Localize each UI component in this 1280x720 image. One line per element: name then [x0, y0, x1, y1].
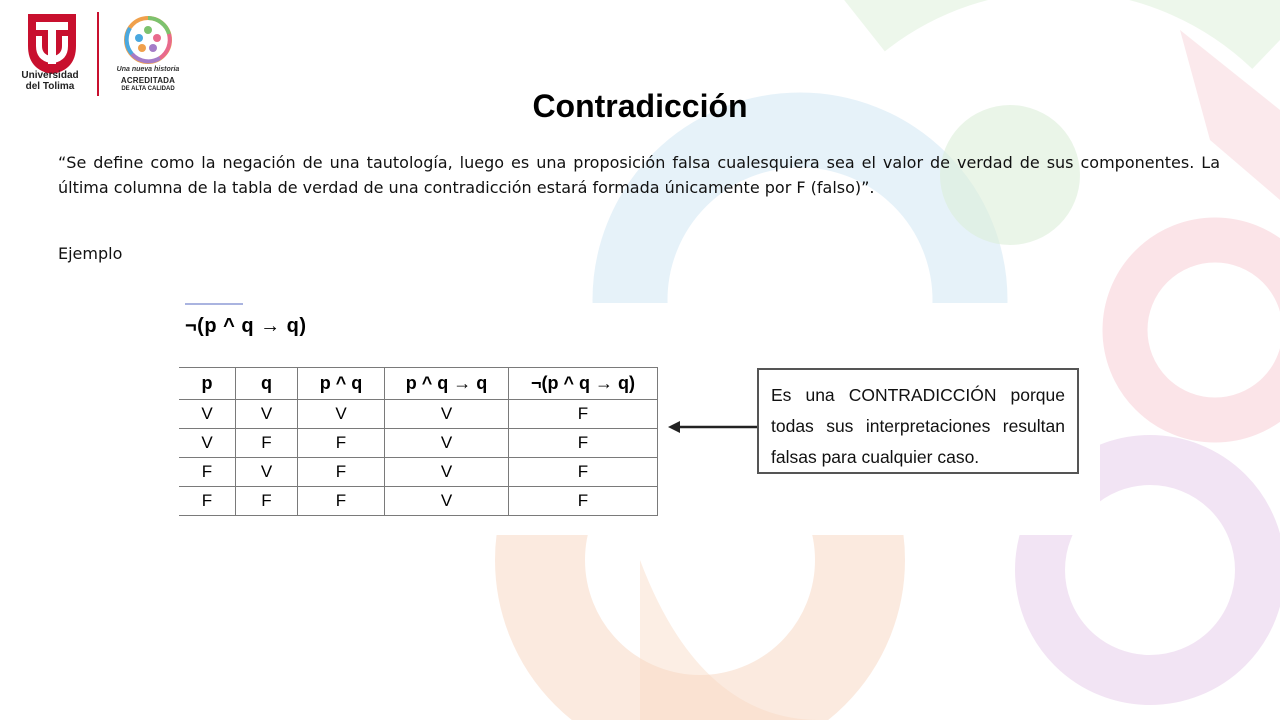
table-cell: F: [298, 487, 385, 516]
table-row: [179, 487, 658, 516]
page-title: Contradicción: [532, 88, 748, 124]
table-cell: V: [385, 400, 509, 429]
accreditation-tagline: Una nueva historia: [116, 66, 180, 73]
table-cell: V: [385, 429, 509, 458]
table-cell: V: [385, 487, 509, 516]
table-header-cell: p ^ q: [298, 368, 385, 400]
callout-box: [757, 368, 1079, 474]
table-header-cell: ¬(p ^ q → q): [509, 368, 658, 400]
logo-divider: [97, 12, 99, 96]
truth-table-header-row: [179, 368, 658, 400]
table-row: [179, 458, 658, 487]
table-header-cell: q: [236, 368, 298, 400]
table-cell: F: [298, 429, 385, 458]
table-cell: V: [236, 400, 298, 429]
table-cell: F: [179, 458, 236, 487]
definition-paragraph: “Se define como la negación de una tautología, luego es una proposición falsa cualesquiera sea el valor de verdad de sus componentes. La última columna de la tabla de verdad de una contradicción estará formada únicamente por F (falso)”.: [58, 153, 1220, 197]
example-label: Ejemplo: [58, 244, 123, 263]
table-cell: V: [179, 400, 236, 429]
left-arrow-icon: [668, 420, 760, 434]
table-cell: F: [236, 487, 298, 516]
accreditation-subtitle: DE ALTA CALIDAD: [121, 86, 175, 92]
table-cell: V: [298, 400, 385, 429]
callout-text: Es una CONTRADICCIÓN porque todas sus interpretaciones resultan falsas para cualquier caso.: [771, 385, 1065, 467]
table-cell: F: [509, 400, 658, 429]
accreditation-circle-logo-icon: [122, 14, 174, 66]
table-cell: F: [509, 429, 658, 458]
table-cell: F: [509, 487, 658, 516]
table-header-cell: p ^ q → q: [385, 368, 509, 400]
bg-pink-ring: [1125, 240, 1280, 420]
truth-table: [179, 367, 658, 516]
formula: ¬(p ^ q → q): [185, 315, 307, 337]
table-cell: V: [179, 429, 236, 458]
table-cell: V: [236, 458, 298, 487]
university-name-line2: del Tolima: [25, 81, 75, 92]
bg-green-arc: [860, 0, 1280, 40]
table-cell: F: [298, 458, 385, 487]
table-row: [179, 429, 658, 458]
table-row: [179, 400, 658, 429]
table-cell: F: [509, 458, 658, 487]
accreditation-title: ACREDITADA: [120, 76, 176, 85]
table-header-cell: p: [179, 368, 236, 400]
university-name-line1: Universidad: [21, 70, 79, 81]
formula-underline: [185, 303, 243, 305]
table-cell: F: [236, 429, 298, 458]
table-cell: V: [385, 458, 509, 487]
table-cell: F: [179, 487, 236, 516]
